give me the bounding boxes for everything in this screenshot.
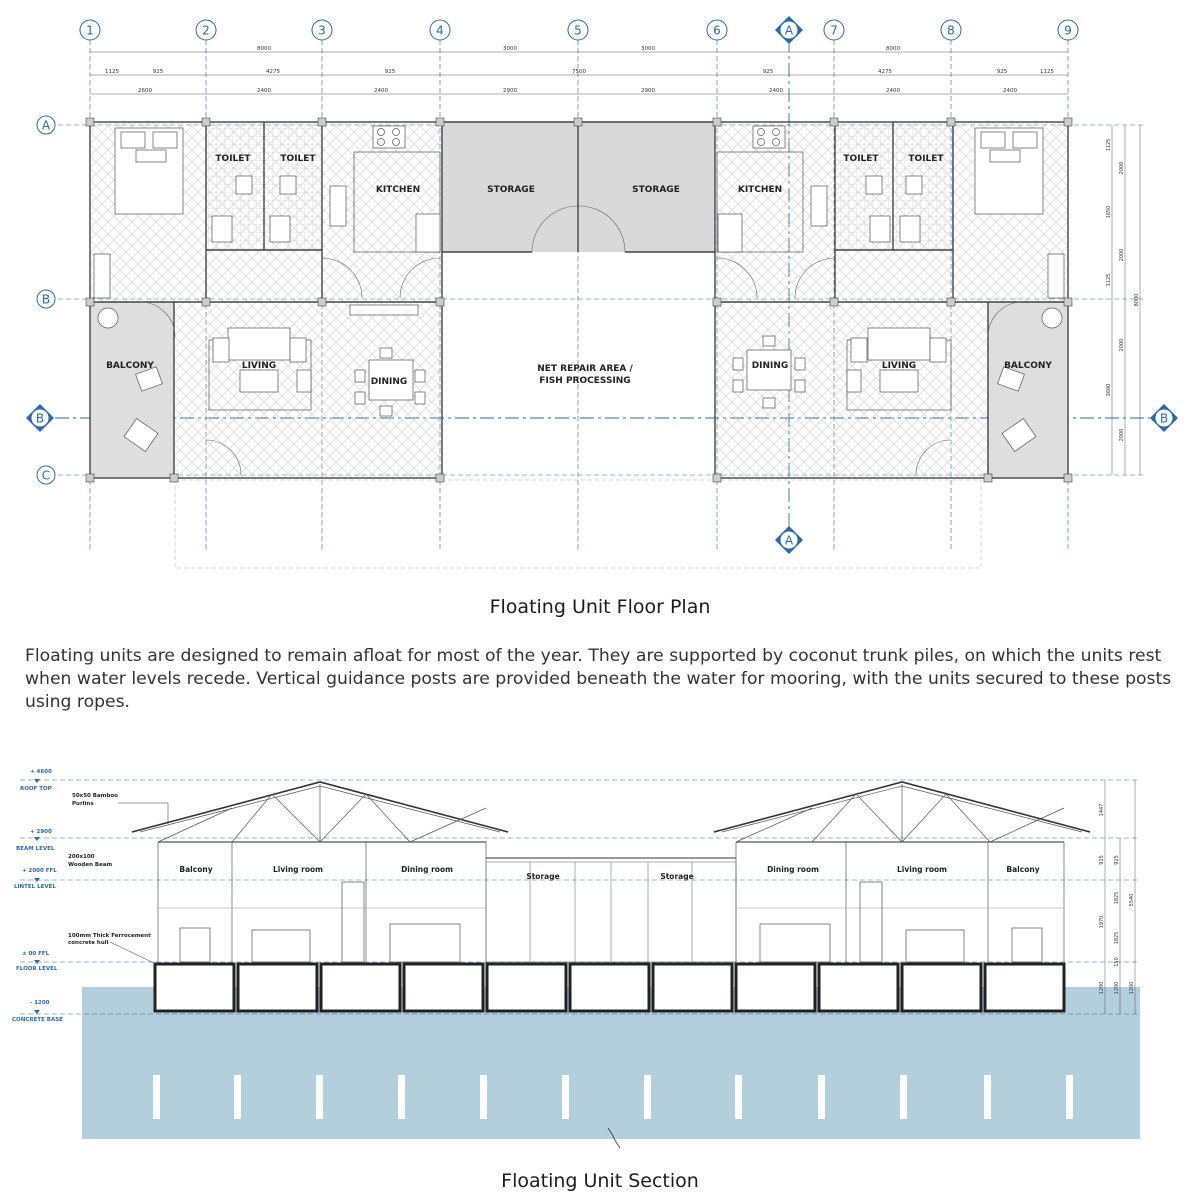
svg-text:8000: 8000 <box>257 46 271 52</box>
axis-bubble-1 <box>80 20 100 40</box>
svg-text:2000: 2000 <box>1119 428 1125 442</box>
wardrobe-right <box>1048 254 1064 298</box>
dim-right-columns <box>1106 139 1140 442</box>
svg-text:2400: 2400 <box>1003 88 1017 94</box>
label-toilet-4: TOILET <box>908 154 944 164</box>
label-net-area-1: NET REPAIR AREA / <box>537 364 633 374</box>
svg-text:1125: 1125 <box>105 69 119 75</box>
dim-top-row <box>257 46 900 52</box>
toilet-fixtures-left <box>236 176 252 194</box>
svg-text:BEAM LEVEL: BEAM LEVEL <box>16 846 55 852</box>
svg-text:1125: 1125 <box>1106 138 1112 152</box>
row-bubble-a <box>37 116 55 134</box>
svg-text:3600: 3600 <box>1106 383 1112 397</box>
section-notes <box>68 793 168 965</box>
fan-right <box>1042 308 1062 328</box>
label-living-left: LIVING <box>241 361 277 371</box>
svg-text:925: 925 <box>762 69 774 75</box>
label-toilet-3: TOILET <box>843 154 879 164</box>
svg-text:Purlins: Purlins <box>72 801 94 807</box>
svg-text:Balcony: Balcony <box>1006 865 1040 874</box>
axis-bubble-2 <box>196 20 216 40</box>
svg-text:Dining room: Dining room <box>401 865 453 874</box>
axis-bubble-7 <box>824 20 844 40</box>
section-marker-bottom <box>775 526 803 554</box>
svg-text:1447: 1447 <box>1099 803 1105 817</box>
plan-caption: Floating Unit Floor Plan <box>489 596 711 618</box>
svg-text:6: 6 <box>713 23 721 38</box>
section-caption: Floating Unit Section <box>501 1170 699 1192</box>
balcony-left-fill <box>90 302 174 478</box>
svg-text:925: 925 <box>1114 855 1120 865</box>
svg-text:B: B <box>1159 411 1169 426</box>
row-bubble-b <box>37 290 55 308</box>
svg-text:2000: 2000 <box>1119 248 1125 262</box>
svg-text:1200: 1200 <box>1099 981 1105 995</box>
svg-text:7500: 7500 <box>572 69 586 75</box>
label-dining-right: DINING <box>751 361 789 371</box>
elevation-marker-left <box>26 404 54 432</box>
label-living-right: LIVING <box>881 361 917 371</box>
svg-text:925: 925 <box>1099 855 1105 865</box>
svg-text:+ 2900: + 2900 <box>30 829 52 835</box>
section-storage-middle <box>486 858 736 962</box>
svg-text:2400: 2400 <box>374 88 388 94</box>
svg-text:150: 150 <box>1114 957 1120 967</box>
svg-text:1200: 1200 <box>1129 981 1135 995</box>
svg-text:1825: 1825 <box>1114 891 1120 905</box>
svg-text:2900: 2900 <box>641 88 655 94</box>
label-storage-right: STORAGE <box>632 185 680 195</box>
description-text: Floating units are designed to remain afloat for most of the year. They are supported by coconut trunk piles, on which the units rest when water levels recede. Vertical guidance posts are provided beneath the water for mooring, with the units secured to these posts using ropes. <box>25 646 1172 712</box>
svg-text:2400: 2400 <box>769 88 783 94</box>
svg-text:Storage: Storage <box>660 872 694 881</box>
label-kitchen-left: KITCHEN <box>375 185 421 195</box>
wardrobe-left <box>94 254 110 298</box>
svg-text:+ 2000 FFL: + 2000 FFL <box>22 868 57 874</box>
svg-text:Living room: Living room <box>897 865 947 874</box>
svg-text:2000: 2000 <box>1119 338 1125 352</box>
svg-text:8: 8 <box>947 23 955 38</box>
svg-text:B: B <box>35 411 45 426</box>
label-storage-left: STORAGE <box>487 185 535 195</box>
section-dim-labels <box>1099 804 1135 995</box>
svg-text:A: A <box>784 23 794 38</box>
svg-text:1650: 1650 <box>1106 205 1112 219</box>
elevation-marker-right <box>1150 404 1178 432</box>
row-bubble-c <box>37 466 55 484</box>
svg-text:4275: 4275 <box>878 69 892 75</box>
svg-text:8000: 8000 <box>886 46 900 52</box>
label-balcony-left: BALCONY <box>106 361 154 371</box>
section-room-labels <box>179 865 1039 881</box>
svg-text:2600: 2600 <box>138 88 152 94</box>
svg-text:B: B <box>41 292 51 307</box>
toilet-right-fill <box>835 122 953 250</box>
toilet-fixtures-right <box>866 176 882 194</box>
dim-mid-row <box>105 69 1054 75</box>
svg-text:Living room: Living room <box>273 865 323 874</box>
axis-bubble-5 <box>568 20 588 40</box>
svg-text:1200: 1200 <box>1114 981 1120 995</box>
svg-text:CONCRETE BASE: CONCRETE BASE <box>12 1017 63 1023</box>
svg-text:3000: 3000 <box>503 46 517 52</box>
svg-text:5: 5 <box>574 23 582 38</box>
svg-text:2400: 2400 <box>257 88 271 94</box>
label-dining-left: DINING <box>370 377 408 387</box>
svg-text:9: 9 <box>1064 23 1072 38</box>
svg-text:FLOOR LEVEL: FLOOR LEVEL <box>16 966 58 972</box>
svg-text:50x50 Bamboo: 50x50 Bamboo <box>72 793 118 799</box>
axis-bubble-4 <box>430 20 450 40</box>
svg-text:Storage: Storage <box>526 872 560 881</box>
svg-text:A: A <box>784 533 794 548</box>
svg-text:3000: 3000 <box>641 46 655 52</box>
svg-text:1125: 1125 <box>1040 69 1054 75</box>
svg-text:100mm Thick Ferrocement: 100mm Thick Ferrocement <box>68 933 151 939</box>
label-net-area-2: FISH PROCESSING <box>539 376 631 386</box>
label-toilet-2: TOILET <box>280 154 316 164</box>
svg-text:7: 7 <box>830 23 838 38</box>
svg-text:± 00 FFL: ± 00 FFL <box>22 951 50 957</box>
svg-text:LINTEL LEVEL: LINTEL LEVEL <box>14 884 56 890</box>
fan-left <box>98 308 118 328</box>
svg-text:- 1200: - 1200 <box>30 1000 50 1006</box>
section-marker-top <box>775 16 803 44</box>
pontoons <box>155 964 1064 1011</box>
svg-text:A: A <box>41 118 51 133</box>
svg-text:1125: 1125 <box>1106 273 1112 287</box>
svg-text:925: 925 <box>996 69 1008 75</box>
axis-bubble-9 <box>1058 20 1078 40</box>
svg-text:925: 925 <box>152 69 164 75</box>
svg-text:Dining room: Dining room <box>767 865 819 874</box>
svg-text:2900: 2900 <box>503 88 517 94</box>
svg-text:4275: 4275 <box>266 69 280 75</box>
axis-bubble-8 <box>941 20 961 40</box>
svg-text:Balcony: Balcony <box>179 865 213 874</box>
svg-text:3: 3 <box>318 23 326 38</box>
svg-text:200x100: 200x100 <box>68 854 95 860</box>
svg-text:2400: 2400 <box>886 88 900 94</box>
svg-text:8000: 8000 <box>1134 293 1140 307</box>
svg-text:925: 925 <box>384 69 396 75</box>
axis-bubble-6 <box>707 20 727 40</box>
svg-text:5540: 5540 <box>1129 893 1135 907</box>
svg-text:+ 4600: + 4600 <box>30 769 52 775</box>
label-balcony-right: BALCONY <box>1004 361 1052 371</box>
axis-bubble-3 <box>312 20 332 40</box>
svg-text:ROOF TOP: ROOF TOP <box>20 786 52 792</box>
svg-text:1970: 1970 <box>1099 915 1105 929</box>
svg-text:2000: 2000 <box>1119 161 1125 175</box>
label-toilet-1: TOILET <box>215 154 251 164</box>
label-kitchen-right: KITCHEN <box>737 185 783 195</box>
balcony-right-fill <box>988 302 1068 478</box>
svg-text:C: C <box>41 468 51 483</box>
section-level-labels <box>12 769 63 1023</box>
svg-text:Wooden Beam: Wooden Beam <box>68 862 113 868</box>
svg-text:4: 4 <box>436 23 444 38</box>
svg-text:2: 2 <box>202 23 210 38</box>
plan-floors <box>90 122 1068 478</box>
svg-text:concrete hull: concrete hull <box>68 940 109 946</box>
svg-text:1: 1 <box>86 23 94 38</box>
svg-text:1825: 1825 <box>1114 931 1120 945</box>
